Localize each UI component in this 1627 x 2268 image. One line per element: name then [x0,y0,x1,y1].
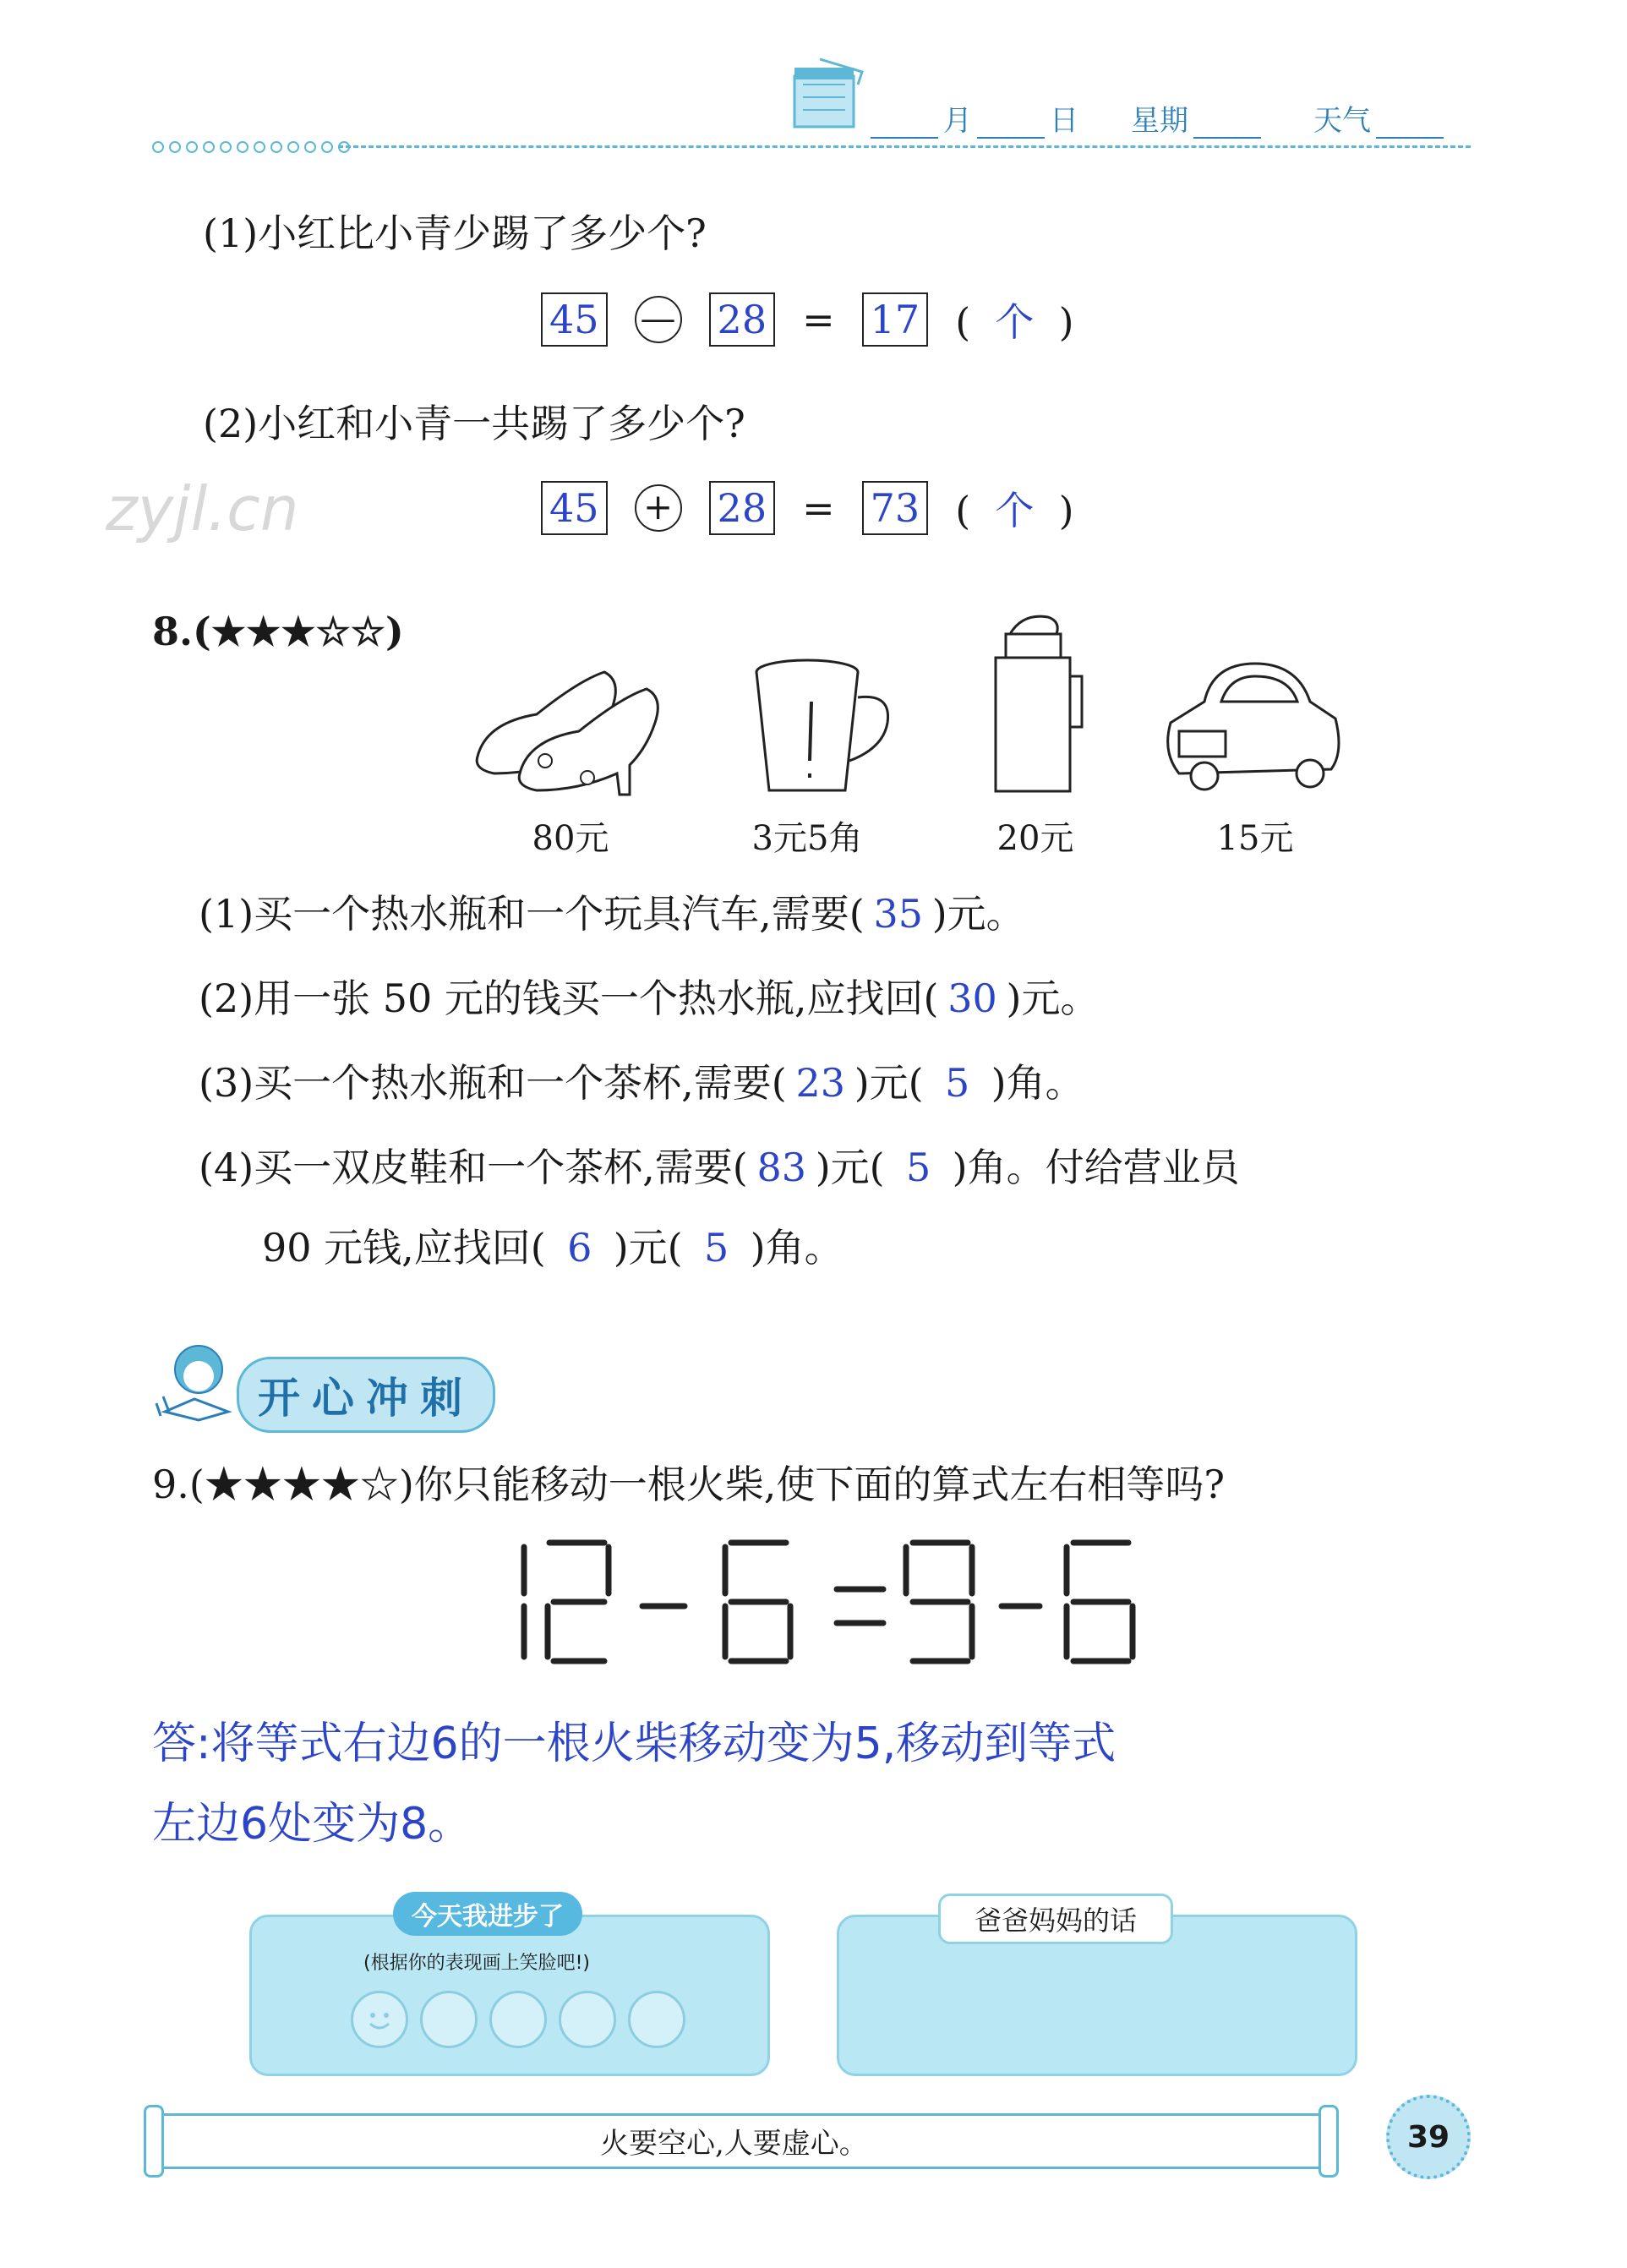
result-box: 17 [862,292,929,347]
calendar-icon [786,51,871,139]
price-thermos: 20元 [996,819,1074,858]
weather-blank[interactable] [1376,112,1444,139]
shoes-icon [461,655,672,802]
month-label: 月 [943,104,972,138]
empty-face-circle[interactable] [489,1991,547,2048]
day-blank[interactable] [977,112,1045,139]
equals-sign: = [802,297,835,342]
kid-reading-icon [148,1336,241,1432]
page-number-badge [1386,2095,1471,2179]
thermos-icon [989,609,1090,798]
header-dots [152,140,355,156]
answer-slot[interactable]: 5 [704,1225,729,1271]
week-blank[interactable] [1193,112,1261,139]
progress-badge: 今天我进步了 [393,1892,582,1936]
section-title-banner [237,1357,495,1433]
unit-paren: ( 个 ) [955,299,1074,345]
empty-face-circle[interactable] [628,1991,685,2048]
progress-hint: (根据你的表现画上笑脸吧!) [363,1953,590,1974]
q8-line-3: (3)买一个热水瓶和一个茶杯,需要( 23 )元( 5 )角。 [199,1060,1084,1106]
cup-icon [744,651,896,806]
q7-sub2-equation [541,480,1074,536]
answer-slot[interactable]: 23 [795,1060,845,1106]
q9-answer-line-1: 答:将等式右边6的一根火柴移动变为5,移动到等式 [152,1719,1117,1769]
unit-text: 个 [995,299,1035,345]
equals-sign: = [802,485,835,531]
price-cup: 3元5角 [751,819,863,858]
q9-text: 9.(★★★★☆)你只能移动一根火柴,使下面的算式左右相等吗? [152,1462,1226,1507]
smiley-row [351,1991,685,2048]
watermark: zyjl.cn [106,473,299,544]
parents-label-tag [938,1894,1173,1944]
scroll-left-roll [144,2105,164,2178]
q8-line-5: 90 元钱,应找回( 6 )元( 5 )角。 [262,1225,844,1271]
operand-a-box: 45 [541,481,608,535]
month-blank[interactable] [871,112,938,139]
price-car: 15元 [1216,819,1294,858]
motto-text: 火要空心,人要虚心。 [600,2127,868,2161]
answer-slot[interactable]: 83 [756,1145,806,1190]
operator-circle: — [635,296,682,343]
parents-label: 爸爸妈妈的话 [975,1905,1138,1937]
operator-circle: + [635,484,682,532]
answer-slot[interactable]: 5 [945,1060,970,1106]
result-box: 73 [862,481,929,535]
operand-a-box: 45 [541,292,608,347]
section-title: 开心冲刺 [258,1374,474,1423]
weather-label: 天气 [1313,104,1371,138]
q8-line-2: (2)用一张 50 元的钱买一个热水瓶,应找回( 30 )元。 [199,976,1100,1021]
header-divider [338,145,1471,148]
day-label: 日 [1050,104,1078,138]
page-number: 39 [1406,2119,1450,2155]
answer-slot[interactable]: 5 [906,1145,931,1190]
smiley-face-icon[interactable] [351,1991,408,2048]
date-header [871,97,1444,139]
toy-car-icon [1154,651,1348,798]
unit-paren: ( 个 ) [955,488,1074,533]
q8-label: 8.(★★★☆☆) [152,609,404,654]
week-label: 星期 [1131,104,1188,138]
operand-b-box: 28 [709,481,776,535]
operand-b-box: 28 [709,292,776,347]
unit-text: 个 [995,488,1035,533]
matchstick-equation [507,1530,1149,1677]
empty-face-circle[interactable] [559,1991,616,2048]
q7-sub1-text: (1)小红比小青少踢了多少个? [203,210,707,256]
q8-line-4: (4)买一双皮鞋和一个茶杯,需要( 83 )元( 5 )角。付给营业员 [199,1145,1240,1190]
price-shoes: 80元 [532,819,609,858]
scroll-right-roll [1319,2105,1339,2178]
answer-slot[interactable]: 35 [873,891,923,937]
q7-sub1-equation [541,292,1074,347]
q8-line-1: (1)买一个热水瓶和一个玩具汽车,需要( 35 )元。 [199,891,1025,937]
answer-slot[interactable]: 6 [567,1225,592,1271]
answer-slot[interactable]: 30 [947,976,997,1021]
q7-sub2-text: (2)小红和小青一共踢了多少个? [203,401,745,446]
empty-face-circle[interactable] [420,1991,478,2048]
q9-answer-line-2: 左边6处变为8。 [152,1799,472,1850]
